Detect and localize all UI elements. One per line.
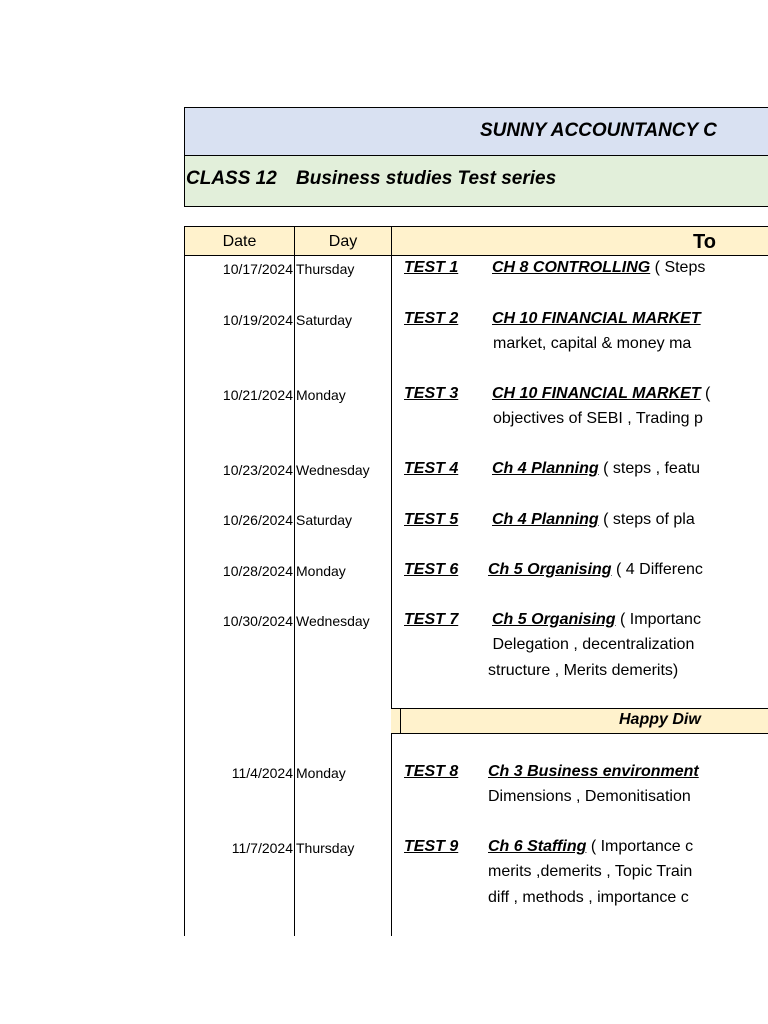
- day-cell: Saturday: [296, 312, 353, 328]
- grid-line: [400, 709, 401, 733]
- test-label: TEST 6: [404, 561, 459, 578]
- chapter-title: Ch 6 Staffing: [488, 838, 587, 855]
- day-cell: Thursday: [296, 840, 355, 856]
- grid-line: [294, 256, 295, 936]
- topic-detail: (: [700, 385, 711, 402]
- date-cell: 10/17/2024: [222, 261, 293, 277]
- holiday-band[interactable]: [391, 708, 768, 734]
- title-band[interactable]: [184, 107, 768, 156]
- topic-line-3: structure , Merits demerits): [488, 662, 679, 679]
- topic-line-2: merits ,demerits , Topic Train: [488, 863, 693, 880]
- test-label: TEST 2: [404, 310, 459, 327]
- chapter-title: CH 10 FINANCIAL MARKET: [492, 310, 701, 327]
- chapter-title: Ch 4 Planning: [492, 460, 599, 477]
- chapter-title: Ch 3 Business environment: [488, 763, 699, 780]
- test-label: TEST 3: [404, 385, 459, 402]
- topic-line: [488, 838, 693, 856]
- test-label: TEST 1: [404, 259, 459, 276]
- holiday-label: Happy Diw: [619, 711, 701, 728]
- column-header-topic-label: To: [693, 231, 716, 253]
- topic-detail: ( 4 Differenc: [611, 561, 703, 578]
- topic-line-2: Delegation , decentralization: [488, 636, 695, 653]
- column-header-day[interactable]: Day: [294, 226, 392, 256]
- chapter-title: CH 8 CONTROLLING: [492, 259, 651, 276]
- topic-line: [492, 511, 695, 529]
- topic-line: [492, 259, 705, 277]
- day-cell: Saturday: [296, 512, 353, 528]
- day-cell: Wednesday: [296, 462, 370, 478]
- class-label: CLASS 12: [186, 168, 277, 189]
- series-label: Business studies Test series: [296, 168, 557, 189]
- date-cell: 11/4/2024: [231, 765, 293, 781]
- date-cell: 10/26/2024: [222, 512, 293, 528]
- day-cell: Wednesday: [296, 613, 370, 629]
- topic-line: [492, 385, 710, 403]
- date-cell: 10/28/2024: [222, 563, 293, 579]
- test-label: TEST 4: [404, 460, 459, 477]
- test-label: TEST 5: [404, 511, 459, 528]
- topic-detail: ( Importance c: [586, 838, 694, 855]
- column-header-topic[interactable]: [391, 226, 768, 256]
- topic-line-3: diff , methods , importance c: [488, 889, 689, 906]
- date-cell: 10/23/2024: [222, 462, 293, 478]
- grid-line: [184, 256, 185, 936]
- test-label: TEST 9: [404, 838, 459, 855]
- grid-line: [391, 256, 392, 936]
- topic-line-2: Dimensions , Demonitisation: [488, 788, 691, 805]
- topic-line: [492, 310, 701, 328]
- topic-line: [492, 611, 701, 629]
- date-cell: 10/21/2024: [222, 387, 293, 403]
- test-label: TEST 8: [404, 763, 459, 780]
- topic-line-2: objectives of SEBI , Trading p: [493, 410, 703, 427]
- topic-line: [488, 561, 703, 579]
- sheet-title: SUNNY ACCOUNTANCY C: [480, 120, 717, 141]
- topic-line-2: market, capital & money ma: [493, 335, 692, 352]
- topic-detail: ( steps , featu: [598, 460, 701, 477]
- class-band[interactable]: [184, 156, 768, 207]
- date-cell: 10/30/2024: [222, 613, 293, 629]
- column-header-date[interactable]: Date: [184, 226, 295, 256]
- test-label: TEST 7: [404, 611, 459, 628]
- topic-detail: ( Steps: [650, 259, 706, 276]
- topic-detail: ( Importanc: [615, 611, 701, 628]
- day-cell: Monday: [296, 387, 346, 403]
- topic-line: [488, 763, 699, 781]
- chapter-title: Ch 5 Organising: [488, 561, 612, 578]
- topic-detail: ( steps of pla: [598, 511, 695, 528]
- date-cell: 11/7/2024: [231, 840, 293, 856]
- day-cell: Monday: [296, 563, 346, 579]
- chapter-title: Ch 4 Planning: [492, 511, 599, 528]
- day-cell: Thursday: [296, 261, 355, 277]
- chapter-title: CH 10 FINANCIAL MARKET: [492, 385, 701, 402]
- topic-line: [492, 460, 700, 478]
- day-cell: Monday: [296, 765, 346, 781]
- chapter-title: Ch 5 Organising: [492, 611, 616, 628]
- date-cell: 10/19/2024: [222, 312, 293, 328]
